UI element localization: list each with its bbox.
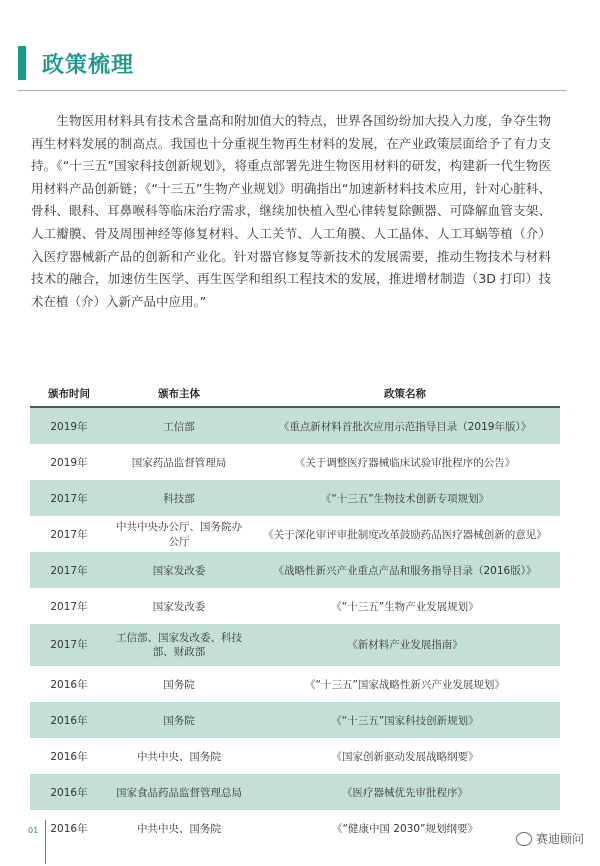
header-policy: 政策名称	[250, 380, 560, 407]
table-row	[30, 588, 560, 624]
cell-policy: 《关于调整医疗器械临床试验审批程序的公告》	[294, 456, 516, 469]
cell-policy: 《“十三五”国家战略性新兴产业发展规划》	[305, 678, 505, 691]
cell-issuer: 国家食品药品监督管理总局	[108, 774, 250, 810]
cell-issuer: 科技部	[108, 480, 250, 516]
table-row	[30, 552, 560, 588]
cell-issuer: 国务院	[163, 678, 195, 691]
cell-policy: 《战略性新兴产业重点产品和服务指导目录（2016版）》	[250, 552, 560, 588]
footer-divider	[45, 820, 46, 864]
cell-policy: 《国家创新驱动发展战略纲要》	[331, 750, 479, 763]
cell-policy: 《“十三五”生物产业发展规划》	[331, 600, 479, 613]
cell-year: 2019年	[30, 407, 108, 444]
title-accent-bar	[18, 46, 26, 80]
cell-policy: 《医疗器械优先审批程序》	[250, 774, 560, 810]
header-year: 颁布时间	[30, 380, 108, 407]
policy-table	[30, 380, 560, 846]
cell-policy: 《新材料产业发展指南》	[250, 624, 560, 666]
cell-year: 2017年	[50, 528, 88, 541]
wechat-account-name: 赛迪顾问	[535, 832, 584, 846]
table-row	[30, 738, 560, 774]
page-number: 01	[28, 826, 39, 835]
cell-year: 2019年	[50, 456, 88, 469]
header-issuer: 颁布主体	[108, 380, 250, 407]
cell-issuer: 中共中央、国务院	[137, 822, 221, 835]
cell-year: 2016年	[50, 822, 88, 835]
cell-policy: 《重点新材料首批次应用示范指导目录（2019年版）》	[250, 407, 560, 444]
cell-policy: 《“十三五”生物技术创新专项规划》	[250, 480, 560, 516]
title-divider	[18, 90, 566, 91]
cell-year: 2016年	[30, 774, 108, 810]
table-row	[30, 516, 560, 552]
cell-year: 2016年	[30, 702, 108, 738]
cell-year: 2017年	[30, 480, 108, 516]
cell-year: 2017年	[50, 600, 88, 613]
table-row	[30, 774, 560, 810]
cell-policy: 《关于深化审评审批制度改革鼓励药品医疗器械创新的意见》	[263, 528, 547, 541]
cell-issuer: 中共中央、国务院	[137, 750, 221, 763]
table-row	[30, 480, 560, 516]
section-paragraph: 生物医用材料具有技术含量高和附加值大的特点，世界各国纷纷加大投入力度，争夺生物再生材料发展的制高点。我国也十分重视生物再生材料的发展，在产业政策层面给予了有力支持。《“十三五”国家科技创新规划》，将重点部署先进生物医用材料的研发，构建新一代生物医用材料产品创新链；《“十三五”生物产业规划》明确指出“加速新材料技术应用，针对心脏科、骨科、眼科、耳鼻喉科等临床治疗需求，继续加快植入型心律转复除颤器、可降解血管支架、人工瓣膜、骨及周围神经等修复材料、人工关节、人工角膜、人工晶体、人工耳蜗等植（介）入医疗器械新产品的创新和产业化。针对器官修复等新技术的发展需要，推动生物技术与材料技术的融合，加速仿生医学、再生医学和组织工程技术的发展，推进增材制造（3D 打印）技术在植（介）入新产品中应用。”	[31, 113, 551, 309]
table-row	[30, 666, 560, 702]
cell-year: 2017年	[30, 624, 108, 666]
wechat-watermark	[516, 830, 584, 847]
cell-year: 2016年	[50, 750, 88, 763]
wechat-icon	[516, 832, 532, 846]
cell-issuer: 工信部	[108, 407, 250, 444]
cell-year: 2016年	[50, 678, 88, 691]
table-row	[30, 702, 560, 738]
cell-issuer: 国家发改委	[108, 552, 250, 588]
table-row	[30, 444, 560, 480]
cell-issuer: 中共中央办公厅、国务院办公厅	[116, 521, 242, 548]
cell-issuer: 国家发改委	[152, 600, 206, 613]
cell-policy: 《“十三五”国家科技创新规划》	[250, 702, 560, 738]
cell-year: 2017年	[30, 552, 108, 588]
cell-issuer: 国家药品监督管理局	[131, 456, 227, 469]
cell-issuer: 工信部、国家发改委、科技部、财政部	[108, 624, 250, 666]
table-row	[30, 810, 560, 846]
section-title: 政策梳理	[42, 53, 135, 78]
table-row	[30, 407, 560, 444]
cell-policy: 《“健康中国 2030”规划纲要》	[332, 822, 478, 835]
table-row	[30, 624, 560, 666]
table-header-row	[30, 380, 560, 407]
cell-issuer: 国务院	[108, 702, 250, 738]
